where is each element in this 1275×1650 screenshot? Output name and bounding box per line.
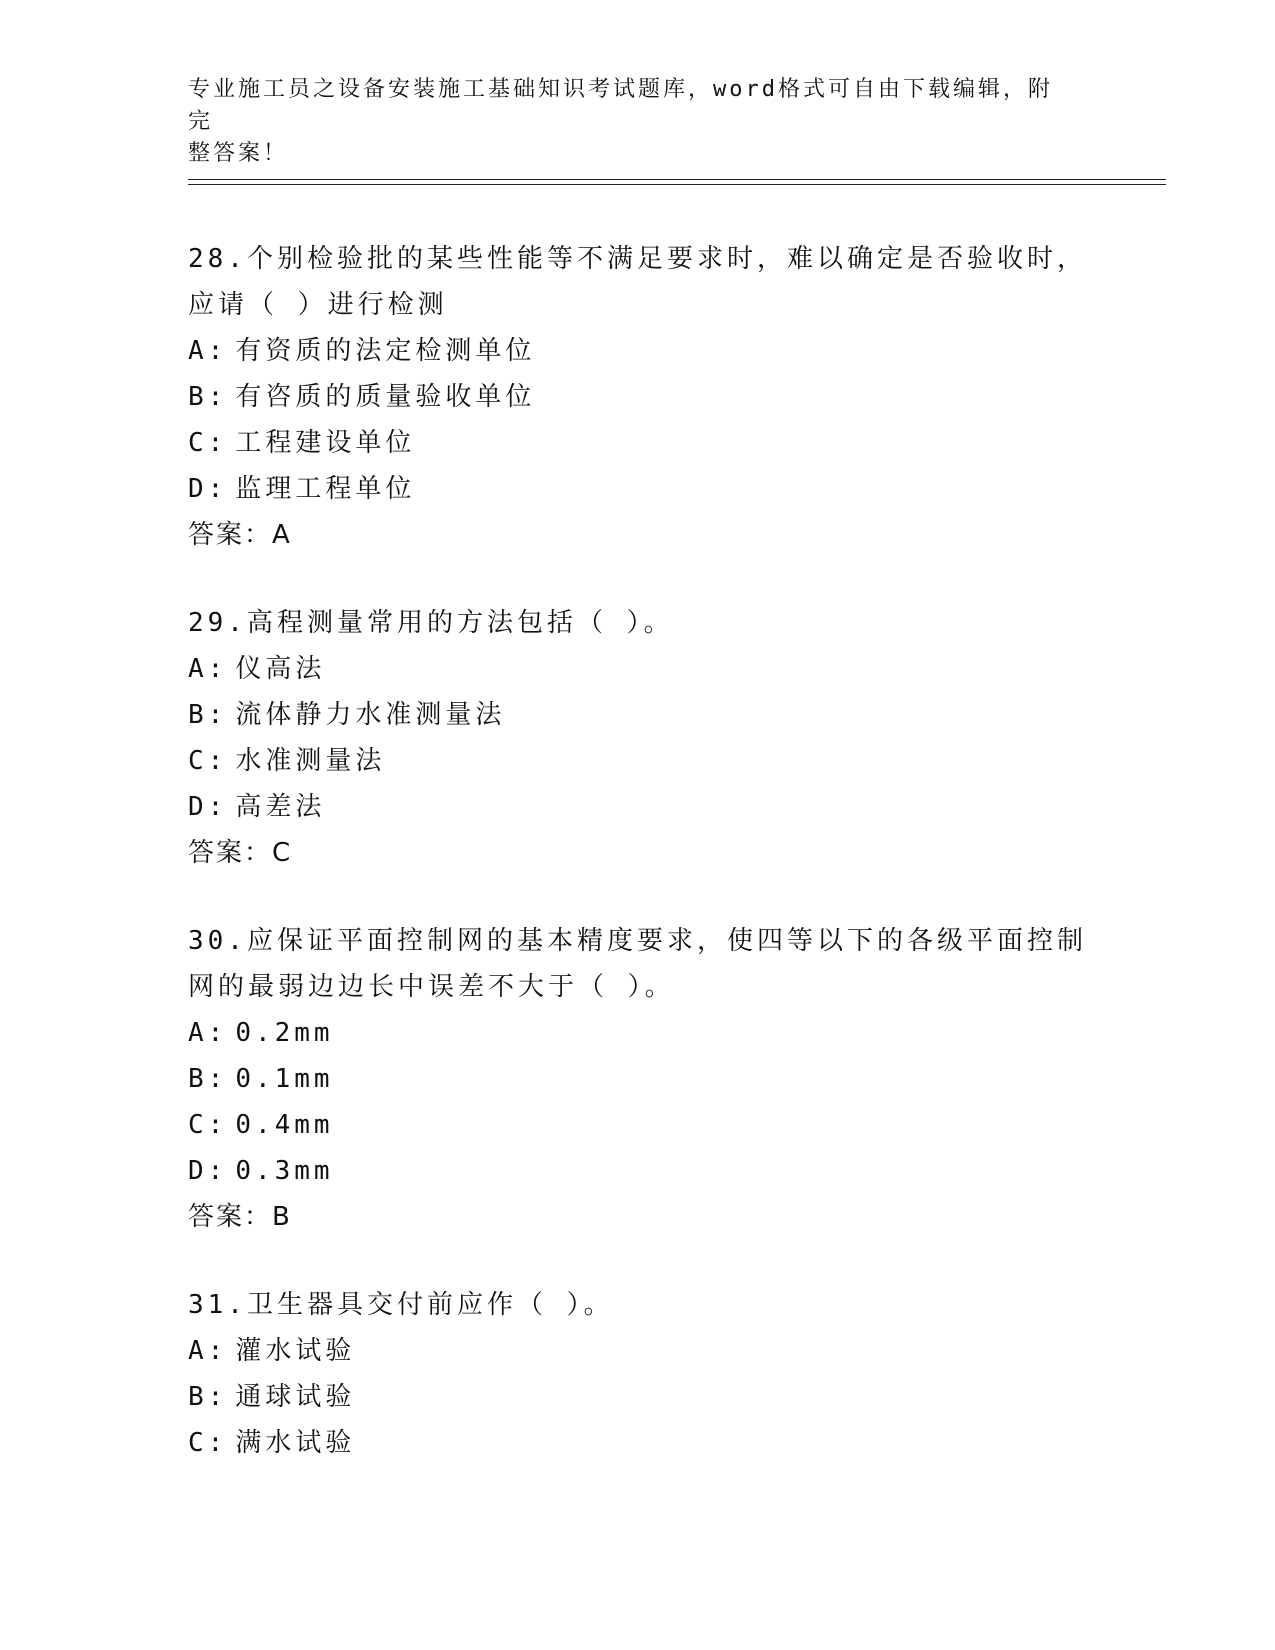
option-separator: : bbox=[207, 1018, 228, 1048]
option-letter: C bbox=[188, 1428, 208, 1458]
option-letter: B bbox=[188, 1064, 208, 1094]
option-text: 水准测量法 bbox=[235, 746, 386, 776]
option-letter: C bbox=[188, 746, 208, 776]
answer-line: 答案：A bbox=[188, 520, 292, 550]
option-letter: A bbox=[188, 336, 208, 366]
header-divider-bottom bbox=[188, 184, 1166, 185]
option-a bbox=[188, 328, 1088, 374]
option-letter: D bbox=[188, 1156, 208, 1186]
option-separator: : bbox=[207, 1382, 228, 1412]
option-letter: C bbox=[188, 1110, 208, 1140]
option-text: 有资质的法定检测单位 bbox=[235, 336, 536, 366]
option-separator: : bbox=[207, 792, 228, 822]
question-stem: 28.个别检验批的某些性能等不满足要求时，难以确定是否验收时，应请（ ）进行检测 bbox=[188, 244, 1087, 320]
option-d bbox=[188, 1148, 1088, 1194]
option-letter: D bbox=[188, 474, 208, 504]
option-text: 监理工程单位 bbox=[235, 474, 416, 504]
document-header bbox=[188, 74, 1068, 170]
option-d bbox=[188, 784, 1088, 830]
option-separator: : bbox=[207, 700, 228, 730]
option-b bbox=[188, 374, 1088, 420]
question-list bbox=[188, 236, 1088, 1508]
option-c bbox=[188, 1102, 1088, 1148]
option-text: 0.2mm bbox=[235, 1018, 334, 1048]
option-separator: : bbox=[207, 428, 228, 458]
question-28 bbox=[188, 236, 1088, 558]
option-text: 高差法 bbox=[235, 792, 326, 822]
option-letter: B bbox=[188, 382, 208, 412]
option-text: 仪高法 bbox=[235, 654, 326, 684]
option-letter: B bbox=[188, 700, 208, 730]
answer-line: 答案：B bbox=[188, 1202, 292, 1232]
option-c bbox=[188, 738, 1088, 784]
question-stem: 30.应保证平面控制网的基本精度要求，使四等以下的各级平面控制网的最弱边边长中误差不大于（ ）。 bbox=[188, 926, 1087, 1002]
header-divider-top bbox=[188, 179, 1166, 180]
question-30 bbox=[188, 918, 1088, 1240]
option-separator: : bbox=[207, 1336, 228, 1366]
option-text: 流体静力水准测量法 bbox=[235, 700, 506, 730]
option-d bbox=[188, 466, 1088, 512]
option-text: 灌水试验 bbox=[235, 1336, 356, 1366]
question-31 bbox=[188, 1282, 1088, 1466]
option-c bbox=[188, 420, 1088, 466]
option-text: 通球试验 bbox=[235, 1382, 356, 1412]
option-letter: D bbox=[188, 792, 208, 822]
option-b bbox=[188, 1374, 1088, 1420]
option-letter: A bbox=[188, 1018, 208, 1048]
option-separator: : bbox=[207, 474, 228, 504]
option-separator: : bbox=[207, 1110, 228, 1140]
header-line-2: 整答案！ bbox=[188, 141, 289, 166]
option-a bbox=[188, 1010, 1088, 1056]
option-b bbox=[188, 692, 1088, 738]
option-text: 0.4mm bbox=[235, 1110, 334, 1140]
option-separator: : bbox=[207, 382, 228, 412]
option-text: 0.1mm bbox=[235, 1064, 334, 1094]
option-text: 有咨质的质量验收单位 bbox=[235, 382, 536, 412]
option-separator: : bbox=[207, 654, 228, 684]
question-stem: 29.高程测量常用的方法包括（ ）。 bbox=[188, 608, 674, 638]
option-b bbox=[188, 1056, 1088, 1102]
option-c bbox=[188, 1420, 1088, 1466]
question-29 bbox=[188, 600, 1088, 876]
header-line-1: 专业施工员之设备安装施工基础知识考试题库，word格式可自由下载编辑，附完 bbox=[188, 77, 1053, 134]
option-text: 0.3mm bbox=[235, 1156, 334, 1186]
option-a bbox=[188, 1328, 1088, 1374]
option-separator: : bbox=[207, 1156, 228, 1186]
option-separator: : bbox=[207, 336, 228, 366]
answer-line: 答案：C bbox=[188, 838, 293, 868]
option-letter: A bbox=[188, 654, 208, 684]
option-letter: C bbox=[188, 428, 208, 458]
option-text: 工程建设单位 bbox=[235, 428, 416, 458]
question-stem: 31.卫生器具交付前应作（ ）。 bbox=[188, 1290, 614, 1320]
option-separator: : bbox=[207, 746, 228, 776]
option-separator: : bbox=[207, 1428, 228, 1458]
option-a bbox=[188, 646, 1088, 692]
option-letter: B bbox=[188, 1382, 208, 1412]
option-letter: A bbox=[188, 1336, 208, 1366]
option-text: 满水试验 bbox=[235, 1428, 356, 1458]
option-separator: : bbox=[207, 1064, 228, 1094]
